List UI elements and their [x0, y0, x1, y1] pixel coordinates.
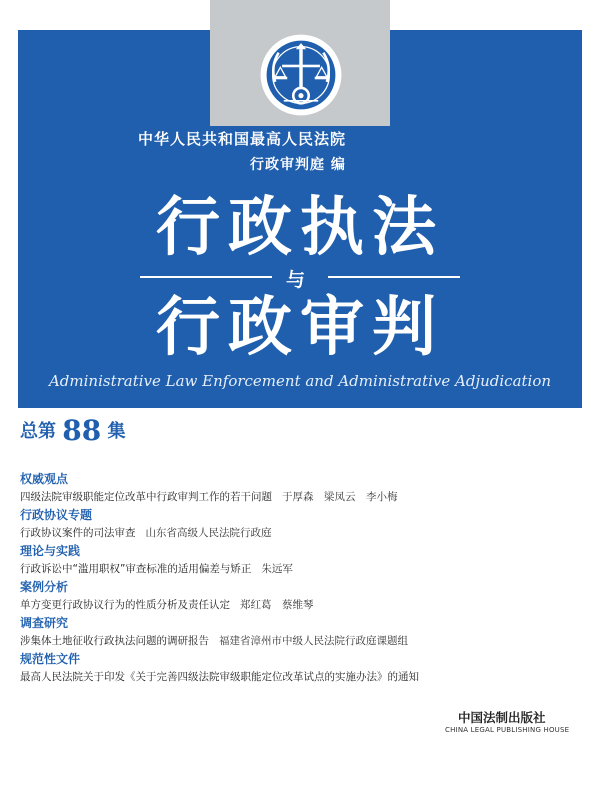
toc-article-title: 行政诉讼中“滥用职权”审查标准的适用偏差与矫正	[20, 563, 252, 575]
issue-number	[20, 414, 126, 447]
toc-article	[20, 596, 429, 614]
toc-article-authors: 于厚森 梁凤云 李小梅	[282, 491, 398, 503]
toc-article-title: 最高人民法院关于印发《关于完善四级法院审级职能定位改革试点的实施办法》的通知	[20, 671, 419, 683]
toc-article	[20, 560, 429, 578]
press-name-en: CHINA LEGAL PUBLISHING HOUSE	[445, 726, 570, 734]
toc-section-title: 调查研究	[20, 616, 69, 630]
toc-article-title: 四级法院审级职能定位改革中行政审判工作的若干问题	[20, 491, 272, 503]
toc-article-title: 单方变更行政协议行为的性质分析及责任认定	[20, 599, 230, 611]
toc-section-title: 案例分析	[20, 580, 69, 594]
toc-section	[20, 542, 429, 578]
toc-article-title: 涉集体土地征收行政执法问题的调研报告	[20, 635, 209, 647]
editor-credit: 行政审判庭 编	[250, 157, 346, 173]
toc-article	[20, 524, 429, 542]
english-title: Administrative Law Enforcement and Administrative Adjudication	[48, 372, 552, 390]
court-emblem-icon	[258, 32, 344, 118]
toc-article-authors: 朱远军	[261, 563, 293, 575]
toc-article	[20, 488, 429, 506]
toc-section-title: 行政协议专题	[20, 508, 93, 522]
press-name-cn: 中国法制出版社	[458, 710, 546, 725]
toc-article-authors: 福建省漳州市中级人民法院行政庭课题组	[219, 635, 408, 647]
toc-article-authors: 山东省高级人民法院行政庭	[145, 527, 272, 539]
toc-section	[20, 614, 429, 650]
issue-number-value: 88	[62, 414, 102, 447]
title-conjunction: 与	[286, 269, 306, 291]
title-line-1: 行政执法	[156, 190, 444, 265]
table-of-contents	[20, 470, 429, 686]
toc-article	[20, 632, 429, 650]
toc-section	[20, 650, 429, 686]
toc-section	[20, 506, 429, 542]
title-rule-left	[140, 276, 272, 278]
title-rule-right	[328, 276, 460, 278]
title-line-2: 行政审判	[156, 290, 444, 365]
toc-section	[20, 470, 429, 506]
toc-section-title: 权威观点	[20, 472, 69, 486]
publisher-name: 中华人民共和国最高人民法院	[138, 130, 347, 148]
issue-suffix: 集	[107, 421, 126, 442]
toc-article-authors: 郑红葛 蔡维琴	[240, 599, 314, 611]
issue-prefix: 总第	[20, 421, 56, 442]
toc-article-title: 行政协议案件的司法审查	[20, 527, 136, 539]
toc-section-title: 规范性文件	[20, 652, 81, 666]
toc-article	[20, 668, 429, 686]
toc-section	[20, 578, 429, 614]
toc-section-title: 理论与实践	[20, 544, 81, 558]
